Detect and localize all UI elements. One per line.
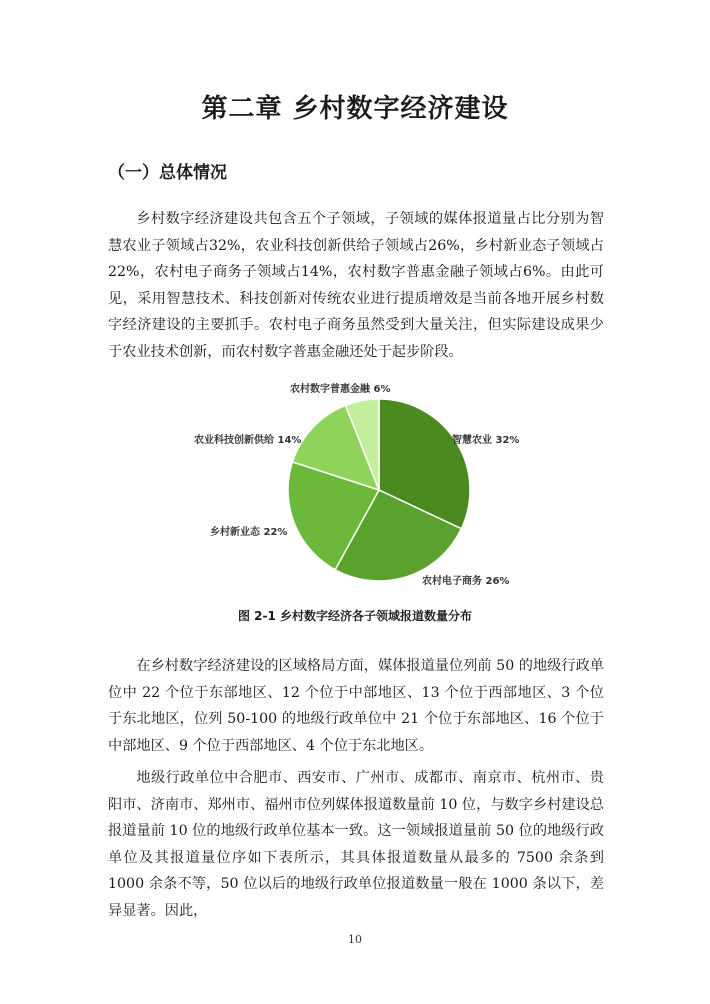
slice-label-rural-ecommerce: 农村电子商务 26% [422,576,510,587]
body-paragraph-1: 乡村数字经济建设共包含五个子领域，子领域的媒体报道量占比分别为智慧农业子领域占32%，农业科技创新供给子领域占26%，乡村新业态子领域占22%，农村电子商务子领域占14%，农村数字普惠金融子领域占6%。由此可见，采用智慧技术、科技创新对传统农业进行提质增效是当前各地开展乡村数字经济建设的主要抓手。农村电子商务虽然受到大量关注，但实际建设成果少于农业技术创新，而农村数字普惠金融还处于起步阶段。 [108,211,604,360]
slice-label-smart-agriculture: 智慧农业 32% [452,435,520,446]
page-number: 10 [348,933,362,946]
figure-caption: 图 2-1 乡村数字经济各子领域报道数量分布 [237,609,473,623]
slice-label-rural-new-business: 乡村新业态 22% [210,527,288,538]
body-paragraph-2: 在乡村数字经济建设的区域格局方面，媒体报道量位列前 50 的地级行政单位中 22 个位于东部地区、12 个位于中部地区、13 个位于西部地区、3 个位于东北地区，位列 50-100 的地级行政单位中 21 个位于东部地区、16 个位于中部地区、9 个位于西部地区、4 个位于东北地区。 [108,658,604,754]
pie-chart [150,376,570,592]
chapter-title: 第二章 乡村数字经济建设 [201,94,509,124]
pie-chart-svg [150,376,570,592]
slice-label-rural-digital-finance: 农村数字普惠金融 6% [290,384,391,395]
slice-label-agri-tech-innovation: 农业科技创新供给 14% [194,435,302,446]
section-heading: （一）总体情况 [108,163,227,183]
body-paragraph-3: 地级行政单位中合肥市、西安市、广州市、成都市、南京市、杭州市、贵阳市、济南市、郑州市、福州市位列媒体报道数量前 10 位，与数字乡村建设总报道量前 10 位的地级行政单位基本一致。这一领域报道量前 50 位的地级行政单位及其报道量位序如下表所示，其具体报道数量从最多的 7500 余条到 1000 余条不等，50 位以后的地级行政单位报道数量一般在 1000 条以下，差异显著。因此， [108,770,604,919]
